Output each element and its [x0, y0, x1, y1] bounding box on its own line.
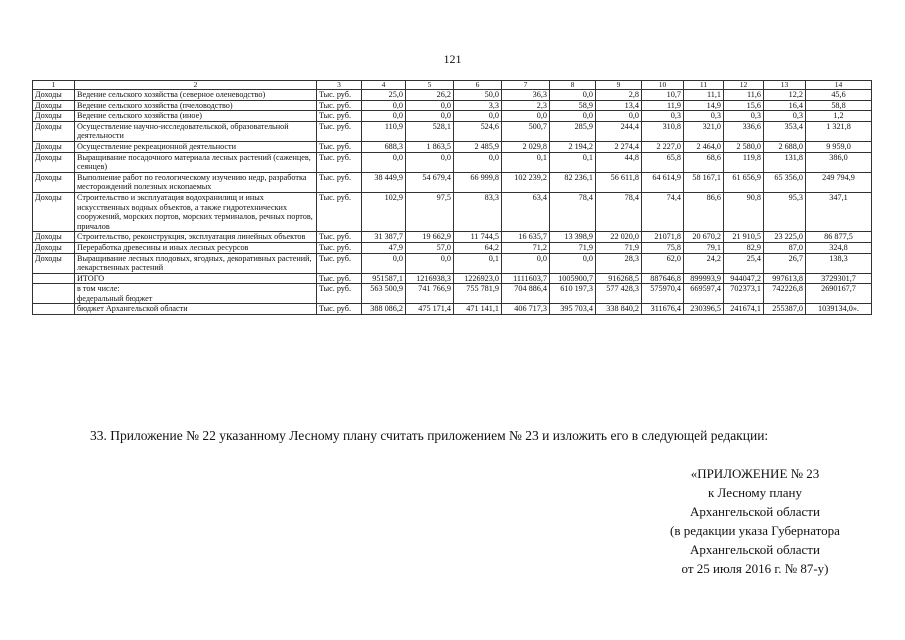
row-unit: Тыс. руб. — [317, 111, 362, 122]
row-value: 86,6 — [684, 192, 724, 231]
row-value: 97,5 — [406, 192, 454, 231]
appendix-line: (в редакции указа Губернатора — [670, 523, 840, 538]
row-unit: Тыс. руб. — [317, 121, 362, 141]
row-value: 58,9 — [550, 100, 596, 111]
row-value: 11,6 — [724, 90, 764, 101]
table-row — [33, 273, 872, 284]
row-value: 57,0 — [406, 242, 454, 253]
row-value: 0,0 — [502, 253, 550, 273]
row-category: Доходы — [33, 100, 75, 111]
row-value: 1,2 — [806, 111, 872, 122]
row-value: 12,2 — [764, 90, 806, 101]
row-description: бюджет Архангельской области — [75, 304, 317, 315]
row-value: 1226923,0 — [454, 273, 502, 284]
appendix-line: к Лесному плану — [707, 485, 802, 500]
column-header: 5 — [406, 81, 454, 90]
row-value: 702373,1 — [724, 284, 764, 304]
row-value: 2 274,4 — [596, 141, 642, 152]
row-value: 2 580,0 — [724, 141, 764, 152]
row-value: 0,0 — [362, 100, 406, 111]
table-row — [33, 152, 872, 172]
row-value: 64 614,9 — [642, 172, 684, 192]
row-value: 25,0 — [362, 90, 406, 101]
row-value: 79,1 — [684, 242, 724, 253]
row-value: 916268,5 — [596, 273, 642, 284]
row-value: 2,8 — [596, 90, 642, 101]
row-value: 2,3 — [502, 100, 550, 111]
row-value: 336,6 — [724, 121, 764, 141]
row-value: 2 688,0 — [764, 141, 806, 152]
row-description: Осуществление рекреационной деятельности — [75, 141, 317, 152]
row-value: 54 679,4 — [406, 172, 454, 192]
table-row — [33, 141, 872, 152]
row-value: 899993,9 — [684, 273, 724, 284]
paragraph-33: 33. Приложение № 22 указанному Лесному плану считать приложением № 23 и изложить его в следующей редакции: — [90, 428, 769, 443]
row-value: 0,3 — [724, 111, 764, 122]
row-value: 610 197,3 — [550, 284, 596, 304]
row-description: Ведение сельского хозяйства (пчеловодство) — [75, 100, 317, 111]
row-unit: Тыс. руб. — [317, 284, 362, 304]
row-description: Строительство, реконструкция, эксплуатация линейных объектов — [75, 232, 317, 243]
row-value: 61 656,9 — [724, 172, 764, 192]
row-value: 16,4 — [764, 100, 806, 111]
row-value: 11,9 — [642, 100, 684, 111]
row-category: Доходы — [33, 253, 75, 273]
row-value: 742226,8 — [764, 284, 806, 304]
row-value: 887646,8 — [642, 273, 684, 284]
row-value: 0,0 — [454, 111, 502, 122]
row-value: 0,1 — [550, 152, 596, 172]
row-value: 2 227,0 — [642, 141, 684, 152]
row-unit: Тыс. руб. — [317, 232, 362, 243]
row-value: 102 239,2 — [502, 172, 550, 192]
row-category: Доходы — [33, 141, 75, 152]
column-header: 4 — [362, 81, 406, 90]
row-value: 24,2 — [684, 253, 724, 273]
table-row — [33, 172, 872, 192]
row-value: 0,0 — [406, 152, 454, 172]
budget-table — [32, 80, 872, 315]
row-value: 347,1 — [806, 192, 872, 231]
row-value: 0,0 — [502, 111, 550, 122]
row-value: 138,3 — [806, 253, 872, 273]
row-value: 50,0 — [454, 90, 502, 101]
row-value: 82,9 — [724, 242, 764, 253]
row-value: 58 167,1 — [684, 172, 724, 192]
row-value: 16 635,7 — [502, 232, 550, 243]
row-unit: Тыс. руб. — [317, 192, 362, 231]
row-description: Строительство и эксплуатация водохранилищ и иных искусственных водных объектов, а также гидротехнических сооружений, морских портов, морских терминалов, речных портов, причалов — [75, 192, 317, 231]
row-value: 110,9 — [362, 121, 406, 141]
row-value: 310,8 — [642, 121, 684, 141]
row-value: 244,4 — [596, 121, 642, 141]
row-value: 25,4 — [724, 253, 764, 273]
column-header: 7 — [502, 81, 550, 90]
row-value: 26,2 — [406, 90, 454, 101]
row-description: Ведение сельского хозяйства (северное оленеводство) — [75, 90, 317, 101]
page-number: 121 — [443, 52, 462, 66]
row-value: 577 428,3 — [596, 284, 642, 304]
row-unit: Тыс. руб. — [317, 141, 362, 152]
row-value: 386,0 — [806, 152, 872, 172]
table-row — [33, 242, 872, 253]
table-row — [33, 284, 872, 304]
row-description: Выращивание посадочного материала лесных растений (саженцев, сеянцев) — [75, 152, 317, 172]
row-value: 21071,8 — [642, 232, 684, 243]
row-value: 78,4 — [596, 192, 642, 231]
row-value: 31 387,7 — [362, 232, 406, 243]
row-value: 2690167,7 — [806, 284, 872, 304]
row-value: 66 999,8 — [454, 172, 502, 192]
appendix-line: «ПРИЛОЖЕНИЕ № 23 — [690, 466, 820, 481]
row-description: Выращивание лесных плодовых, ягодных, декоративных растений, лекарственных растений — [75, 253, 317, 273]
row-value: 741 766,9 — [406, 284, 454, 304]
row-value: 0,0 — [362, 253, 406, 273]
row-description: Осуществление научно-исследовательской, образовательной деятельности — [75, 121, 317, 141]
row-value: 1216938,3 — [406, 273, 454, 284]
row-value: 10,7 — [642, 90, 684, 101]
row-value: 944047,2 — [724, 273, 764, 284]
row-value: 704 886,4 — [502, 284, 550, 304]
row-category — [33, 284, 75, 304]
column-header: 8 — [550, 81, 596, 90]
row-value: 86 877,5 — [806, 232, 872, 243]
row-value: 255387,0 — [764, 304, 806, 315]
column-header: 10 — [642, 81, 684, 90]
row-category: Доходы — [33, 242, 75, 253]
row-value: 528,1 — [406, 121, 454, 141]
row-value: 0,0 — [550, 111, 596, 122]
row-value: 388 086,2 — [362, 304, 406, 315]
row-unit: Тыс. руб. — [317, 172, 362, 192]
table-row — [33, 90, 872, 101]
row-value: 0,0 — [550, 253, 596, 273]
column-header: 3 — [317, 81, 362, 90]
column-header: 1 — [33, 81, 75, 90]
row-value: 78,4 — [550, 192, 596, 231]
row-value: 311676,4 — [642, 304, 684, 315]
row-value: 68,6 — [684, 152, 724, 172]
column-header: 14 — [806, 81, 872, 90]
row-value: 58,8 — [806, 100, 872, 111]
row-value: 338 840,2 — [596, 304, 642, 315]
row-value: 575970,4 — [642, 284, 684, 304]
row-value: 82 236,1 — [550, 172, 596, 192]
row-value: 755 781,9 — [454, 284, 502, 304]
row-value: 1111603,7 — [502, 273, 550, 284]
row-value: 524,6 — [454, 121, 502, 141]
row-description: в том числе: федеральный бюджет — [75, 284, 317, 304]
row-value: 90,8 — [724, 192, 764, 231]
row-value: 471 141,1 — [454, 304, 502, 315]
table-row — [33, 121, 872, 141]
row-value: 26,7 — [764, 253, 806, 273]
row-unit: Тыс. руб. — [317, 304, 362, 315]
row-value: 14,9 — [684, 100, 724, 111]
row-unit: Тыс. руб. — [317, 100, 362, 111]
row-value: 500,7 — [502, 121, 550, 141]
column-header: 9 — [596, 81, 642, 90]
appendix-line: Архангельской области — [690, 542, 820, 557]
row-value: 22 020,0 — [596, 232, 642, 243]
row-value: 285,9 — [550, 121, 596, 141]
row-value: 321,0 — [684, 121, 724, 141]
table-row — [33, 192, 872, 231]
row-value: 1005900,7 — [550, 273, 596, 284]
row-value: 688,3 — [362, 141, 406, 152]
row-category: Доходы — [33, 172, 75, 192]
row-description: Переработка древесины и иных лесных ресурсов — [75, 242, 317, 253]
row-value: 241674,1 — [724, 304, 764, 315]
row-value: 62,0 — [642, 253, 684, 273]
row-category: Доходы — [33, 192, 75, 231]
row-value: 23 225,0 — [764, 232, 806, 243]
row-value: 28,3 — [596, 253, 642, 273]
appendix-line: от 25 июля 2016 г. № 87-у) — [681, 561, 829, 576]
row-value: 19 662,9 — [406, 232, 454, 243]
row-description: Ведение сельского хозяйства (иное) — [75, 111, 317, 122]
row-value: 475 171,4 — [406, 304, 454, 315]
row-value: 21 910,5 — [724, 232, 764, 243]
row-value: 563 500,9 — [362, 284, 406, 304]
row-value: 119,8 — [724, 152, 764, 172]
row-value: 0,0 — [406, 253, 454, 273]
row-unit: Тыс. руб. — [317, 152, 362, 172]
row-value: 11,1 — [684, 90, 724, 101]
row-value: 36,3 — [502, 90, 550, 101]
row-value: 395 703,4 — [550, 304, 596, 315]
row-value: 64,2 — [454, 242, 502, 253]
row-category — [33, 304, 75, 315]
table-row — [33, 232, 872, 243]
appendix-line: Архангельской области — [690, 504, 820, 519]
row-value: 951587,1 — [362, 273, 406, 284]
row-value: 71,9 — [550, 242, 596, 253]
row-value: 45,6 — [806, 90, 872, 101]
row-value: 0,0 — [362, 152, 406, 172]
table-row — [33, 304, 872, 315]
row-category — [33, 273, 75, 284]
row-value: 0,0 — [454, 152, 502, 172]
row-value: 0,3 — [642, 111, 684, 122]
row-category: Доходы — [33, 232, 75, 243]
column-header: 11 — [684, 81, 724, 90]
row-value: 3,3 — [454, 100, 502, 111]
row-value: 102,9 — [362, 192, 406, 231]
row-value: 13,4 — [596, 100, 642, 111]
row-value: 71,2 — [502, 242, 550, 253]
column-header: 2 — [75, 81, 317, 90]
row-value: 0,0 — [596, 111, 642, 122]
row-category: Доходы — [33, 111, 75, 122]
table-row — [33, 100, 872, 111]
row-value: 997613,8 — [764, 273, 806, 284]
row-value: 38 449,9 — [362, 172, 406, 192]
row-unit: Тыс. руб. — [317, 242, 362, 253]
table-row — [33, 253, 872, 273]
row-value: 95,3 — [764, 192, 806, 231]
row-category: Доходы — [33, 90, 75, 101]
row-value: 669597,4 — [684, 284, 724, 304]
row-value: 65,8 — [642, 152, 684, 172]
row-value: 0,0 — [406, 100, 454, 111]
row-value: 0,0 — [362, 111, 406, 122]
column-header: 12 — [724, 81, 764, 90]
row-value: 47,9 — [362, 242, 406, 253]
row-value: 406 717,3 — [502, 304, 550, 315]
column-header: 6 — [454, 81, 502, 90]
row-value: 63,4 — [502, 192, 550, 231]
row-description: ИТОГО — [75, 273, 317, 284]
row-value: 249 794,9 — [806, 172, 872, 192]
row-description: Выполнение работ по геологическому изучению недр, разработка месторождений полезных ископаемых — [75, 172, 317, 192]
row-value: 353,4 — [764, 121, 806, 141]
row-value: 2 464,0 — [684, 141, 724, 152]
row-value: 1 321,8 — [806, 121, 872, 141]
row-value: 1039134,0». — [806, 304, 872, 315]
row-value: 0,0 — [406, 111, 454, 122]
row-value: 2 485,9 — [454, 141, 502, 152]
row-category: Доходы — [33, 121, 75, 141]
appendix-header — [600, 464, 905, 578]
row-value: 0,1 — [502, 152, 550, 172]
row-value: 44,8 — [596, 152, 642, 172]
row-unit: Тыс. руб. — [317, 273, 362, 284]
row-unit: Тыс. руб. — [317, 253, 362, 273]
row-value: 20 670,2 — [684, 232, 724, 243]
row-value: 65 356,0 — [764, 172, 806, 192]
row-value: 2 029,8 — [502, 141, 550, 152]
row-value: 1 863,5 — [406, 141, 454, 152]
row-value: 0,3 — [684, 111, 724, 122]
table-header-row — [33, 81, 872, 90]
column-header: 13 — [764, 81, 806, 90]
row-value: 131,8 — [764, 152, 806, 172]
row-value: 324,8 — [806, 242, 872, 253]
row-value: 9 959,0 — [806, 141, 872, 152]
row-value: 71,9 — [596, 242, 642, 253]
row-value: 230396,5 — [684, 304, 724, 315]
row-value: 74,4 — [642, 192, 684, 231]
row-value: 0,3 — [764, 111, 806, 122]
row-value: 83,3 — [454, 192, 502, 231]
row-value: 11 744,5 — [454, 232, 502, 243]
table-row — [33, 111, 872, 122]
row-value: 3729301,7 — [806, 273, 872, 284]
row-value: 56 611,8 — [596, 172, 642, 192]
row-value: 15,6 — [724, 100, 764, 111]
row-value: 0,1 — [454, 253, 502, 273]
row-value: 75,8 — [642, 242, 684, 253]
row-value: 0,0 — [550, 90, 596, 101]
row-value: 2 194,2 — [550, 141, 596, 152]
row-unit: Тыс. руб. — [317, 90, 362, 101]
row-value: 87,0 — [764, 242, 806, 253]
row-category: Доходы — [33, 152, 75, 172]
row-value: 13 398,9 — [550, 232, 596, 243]
